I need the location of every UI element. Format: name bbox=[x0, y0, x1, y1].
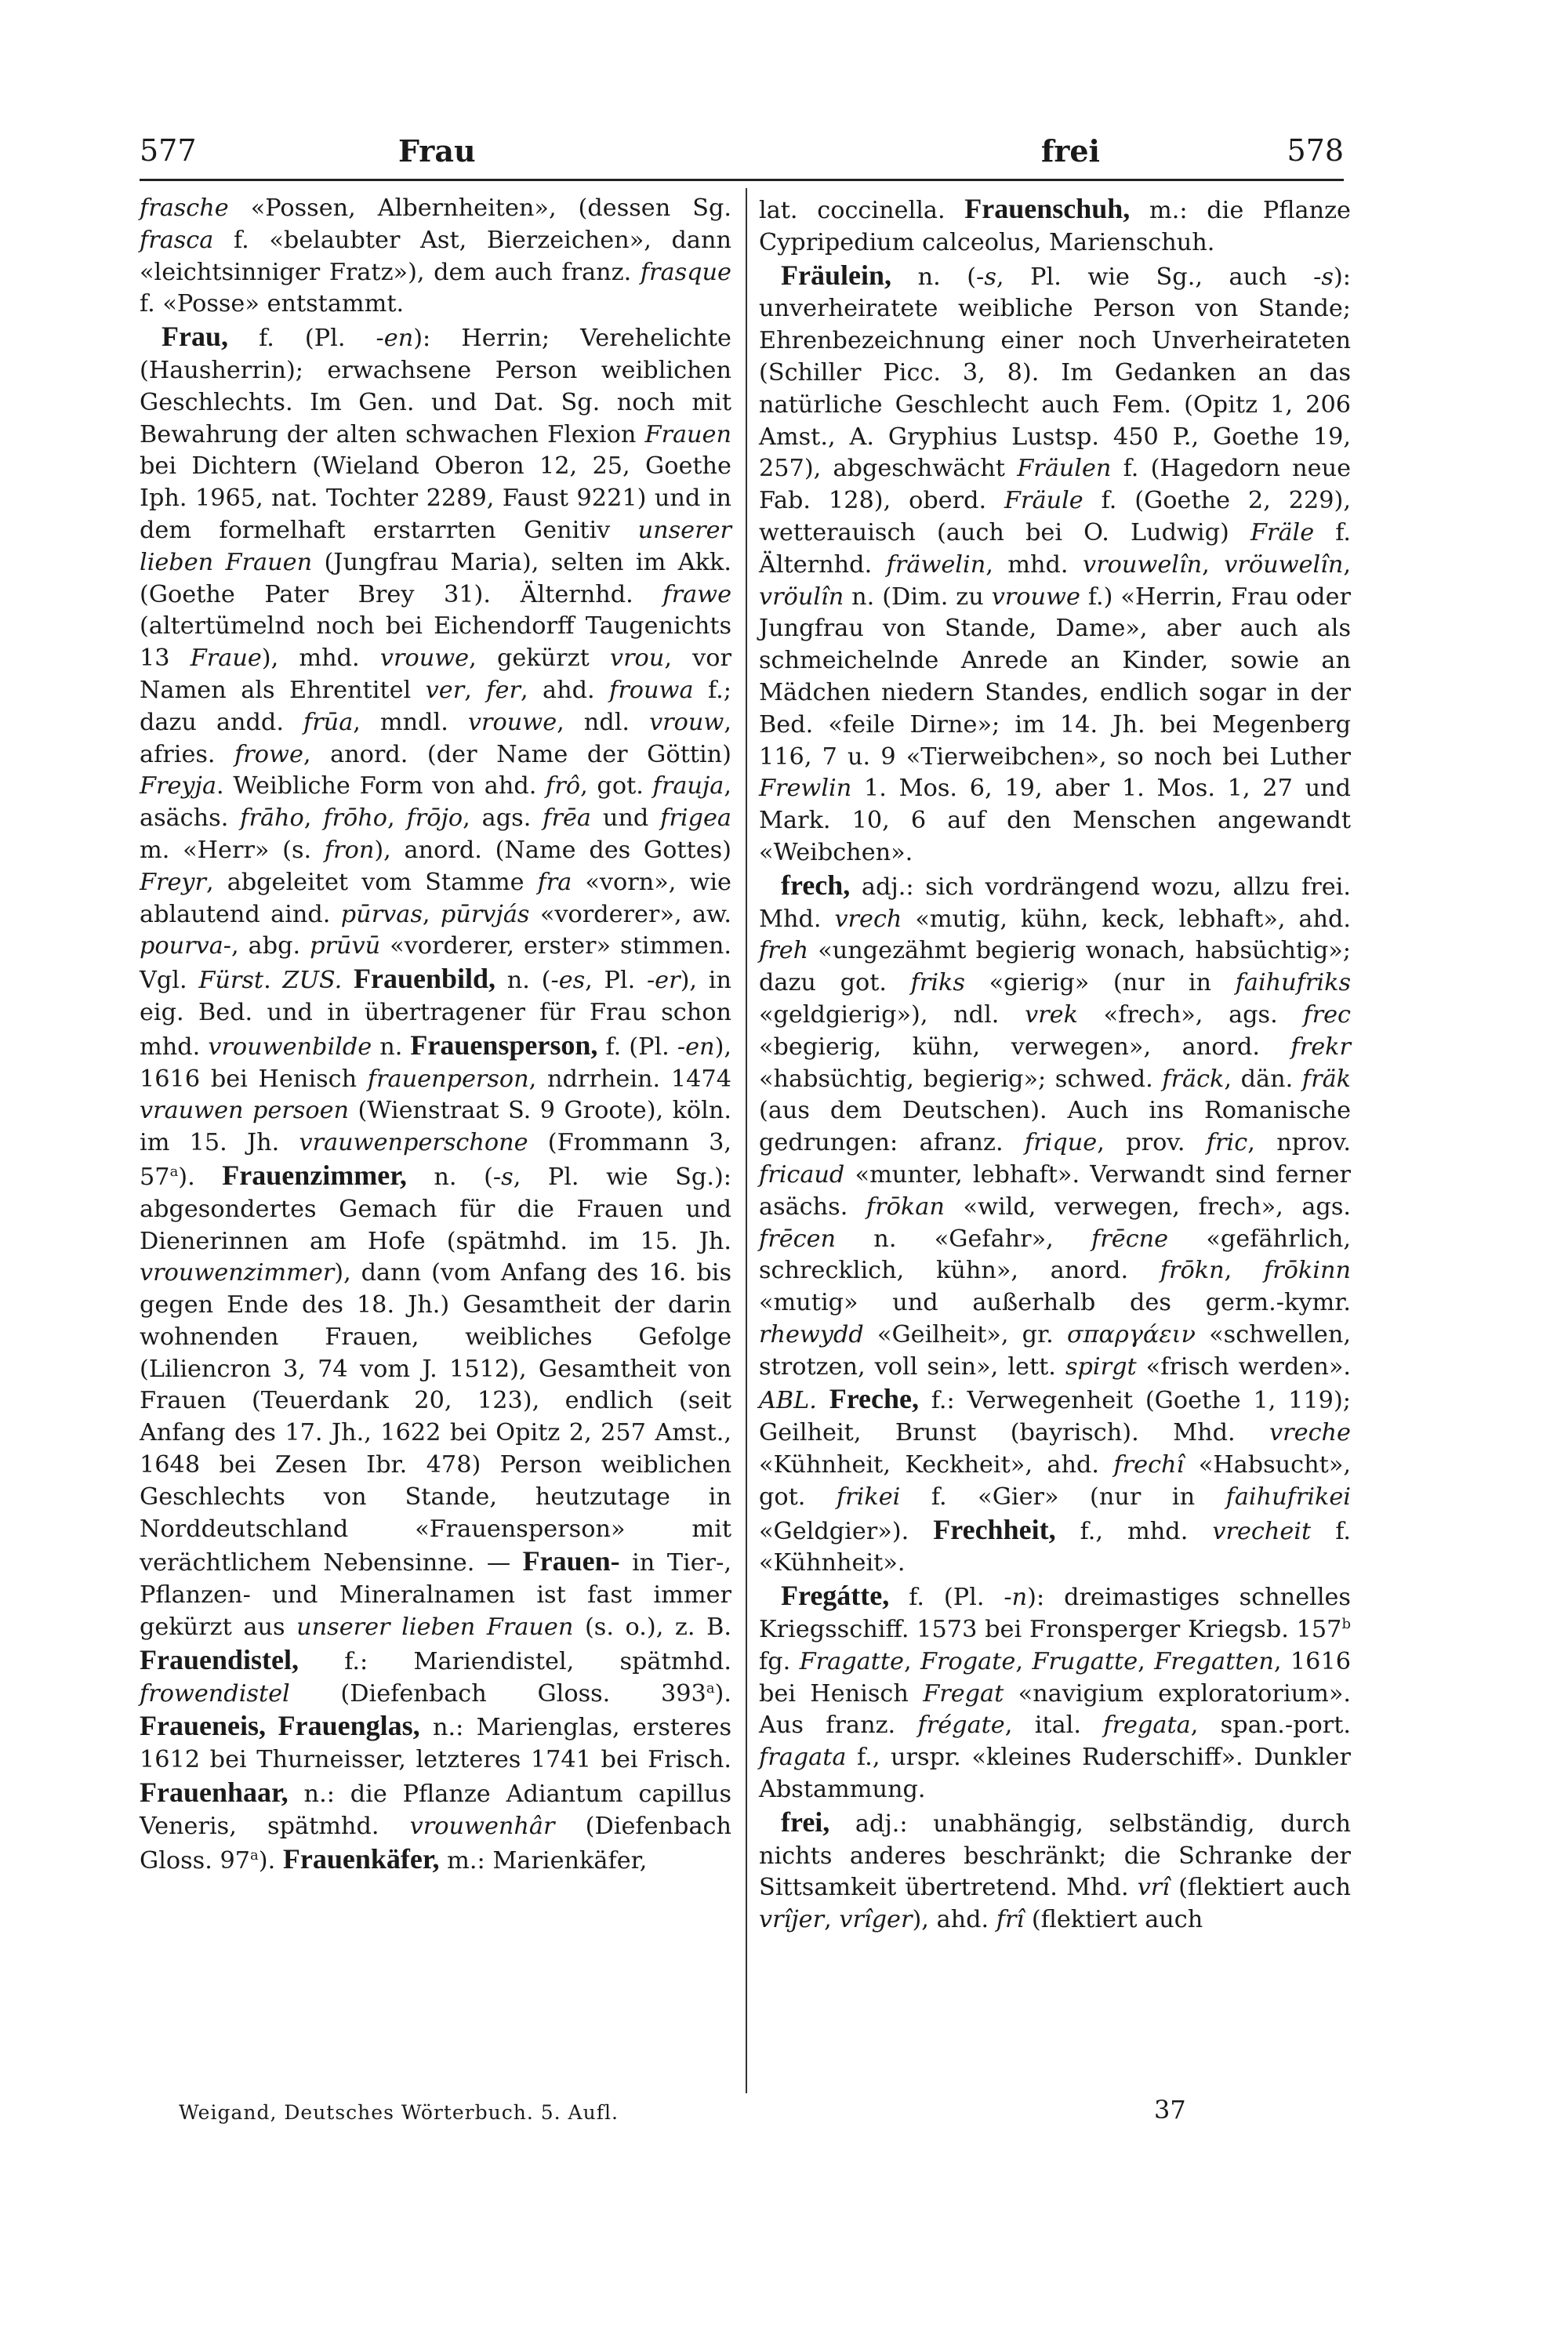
left-column-paragraph: frasche «Possen, Albernheiten», (dessen Sg. frasca f. «belaubter Ast, Bierzeichen», dann «leichtsinniger Fratz»), dem auch franz. frasque f. «Posse» entstammt. bbox=[140, 194, 731, 318]
left-column bbox=[140, 193, 731, 1877]
right-column-paragraph: frech, adj.: sich vordrängend wozu, allzu frei. Mhd. vrech «mutig, kühn, keck, lebhaft», ahd. freh «ungezähmt begierig wonach, habsüchtig»; dazu got. friks «gierig» (nur in faihufriks «geldgierig»), ndl. vrek «frech», ags. frec «begierig, kühn, verwegen», anord. frekr «habsüchtig, begierig»; schwed. fräck, dän. fräk (aus dem Deutschen). Auch ins Romanische gedrungen: afranz. frique, prov. fric, nprov. fricaud «munter, lebhaft». Verwandt sind ferner asächs. frōkan «wild, verwegen, frech», ags. frēcen n. «Gefahr», frēcne «gefährlich, schrecklich, kühn», anord. frōkn, frōkinn «mutig» und außerhalb des germ.-kymr. rhewydd «Geilheit», gr. σπαργάειν «schwellen, strotzen, voll sein», lett. spirgt «frisch werden». ABL. Freche, f.: Verwegenheit (Goethe 1, 119); Geilheit, Brunst (bayrisch). Mhd. vreche «Kühnheit, Keckheit», ahd. frechî «Habsucht», got. frikei f. «Gier» (nur in faihufrikei «Geldgier»). Frechheit, f., mhd. vrecheit f. «Kühnheit». bbox=[759, 869, 1351, 1577]
imprint-footer: Weigand, Deutsches Wörterbuch. 5. Aufl. bbox=[179, 2101, 619, 2124]
running-header bbox=[140, 133, 1344, 180]
running-headword-right: frei bbox=[1041, 133, 1100, 169]
right-column-paragraph: lat. coccinella. Frauenschuh, m.: die Pflanze Cypripedium calceolus, Marienschuh. bbox=[759, 193, 1351, 256]
column-divider bbox=[746, 188, 747, 2093]
page-number-right: 578 bbox=[1287, 133, 1344, 168]
page-number-left: 577 bbox=[140, 133, 197, 168]
header-rule bbox=[140, 179, 1344, 181]
signature-mark: 37 bbox=[1154, 2095, 1186, 2125]
left-column-paragraph: Frau, f. (Pl. -en): Herrin; Verehelichte (Hausherrin); erwachsene Person weiblichen Geschlechts. Im Gen. und Dat. Sg. noch mit Bewahrung der alten schwachen Flexion Frauen bei Dichtern (Wieland Oberon 12, 25, Goethe Iph. 1965, nat. Tochter 2289, Faust 9221) und in dem formelhaft erstarrten Genitiv unserer lieben Frauen (Jungfrau Maria), selten im Akk. (Goethe Pater Brey 31). Älternhd. frawe (altertümelnd noch bei Eichendorff Taugenichts 13 Fraue), mhd. vrouwe, gekürzt vrou, vor Namen als Ehrentitel ver, fer, ahd. frouwa f.; dazu andd. frūa, mndl. vrouwe, ndl. vrouw, afries. frowe, anord. (der Name der Göttin) Freyja. Weibliche Form von ahd. frô, got. frauja, asächs. frāho, frōho, frōjo, ags. frēa und frigea m. «Herr» (s. fron), anord. (Name des Gottes) Freyr, abgeleitet vom Stamme fra «vorn», wie ablautend aind. pūrvas, pūrvjás «vorderer», aw. pourva-, abg. prūvū «vorderer, erster» stimmen. Vgl. Fürst. ZUS. Frauenbild, n. (-es, Pl. -er), in eig. Bed. und in übertragener für Frau schon mhd. vrouwenbilde n. Frauensperson, f. (Pl. -en), 1616 bei Henisch frauenperson, ndrrhein. 1474 vrauwen persoen (Wienstraat S. 9 Groote), köln. im 15. Jh. vrauwenperschone (Frommann 3, 57$^a$). Frauenzimmer, n. (-s, Pl. wie Sg.): abgesondertes Gemach für die Frauen und Dienerinnen am Hofe (spätmhd. im 15. Jh. vrouwenzimmer), dann (vom Anfang des 16. bis gegen Ende des 18. Jh.) Gesamtheit der darin wohnenden Frauen, weibliches Gefolge (Liliencron 3, 74 vom J. 1512), Gesamtheit von Frauen (Teuerdank 20, 123), endlich (seit Anfang des 17. Jh., 1622 bei Opitz 2, 257 Amst., 1648 bei Zesen Ibr. 478) Person weiblichen Geschlechts von Stande, heutzutage in Norddeutschland «Frauensperson» mit verächtlichem Nebensinne. — Frauen- in Tier-, Pflanzen- und Mineralnamen ist fast immer gekürzt aus unserer lieben Frauen (s. o.), z. B. Frauendistel, f.: Mariendistel, spätmhd. frowendistel (Diefenbach Gloss. 393$^a$). Fraueneis, Frauenglas, n.: Marienglas, ersteres 1612 bei Thurneisser, letzteres 1741 bei Frisch. Frauenhaar, n.: die Pflanze Adiantum capillus Veneris, spätmhd. vrouwenhâr (Diefenbach Gloss. 97$^a$). Frauenkäfer, m.: Marienkäfer, bbox=[140, 321, 732, 1875]
right-column-paragraph: Fräulein, n. (-s, Pl. wie Sg., auch -s): unverheiratete weibliche Person von Stande; Ehrenbezeichnung einer noch Unverheirateten (Schiller Picc. 3, 8). Im Gedanken an das natürliche Geschlecht auch Fem. (Opitz 1, 206 Amst., A. Gryphius Lustsp. 450 P., Goethe 19, 257), abgeschwächt Fräulen f. (Hagedorn neue Fab. 128), oberd. Fräule f. (Goethe 2, 229), wetterauisch (auch bei O. Ludwig) Fräle f. Älternhd. fräwelin, mhd. vrouwelîn, vröuwelîn, vröulîn n. (Dim. zu vrouwe f.) «Herrin, Frau oder Jungfrau von Stande, Dame», aber auch als schmeichelnde Anrede an Kinder, sowie an Mädchen niedern Standes, endlich sogar in der Bed. «feile Dirne»; im 14. Jh. bei Megenberg 116, 7 u. 9 «Tierweibchen», so noch bei Luther Frewlin 1. Mos. 6, 19, aber 1. Mos. 1, 27 und Mark. 10, 6 auf den Menschen angewandt «Weibchen». bbox=[759, 259, 1352, 866]
right-column-paragraph: frei, adj.: unabhängig, selbständig, durch nichts anderes beschränkt; die Schranke der Sittsamkeit übertretend. Mhd. vrî (flektiert auch vrîjer, vrîger), ahd. frî (flektiert auch bbox=[759, 1806, 1351, 1934]
right-column-paragraph: Fregátte, f. (Pl. -n): dreimastiges schnelles Kriegsschiff. 1573 bei Fronsperger Kriegsb. 157$^b$ fg. Fragatte, Frogate, Frugatte, Fregatten, 1616 bei Henisch Fregat «navigium exploratorium». Aus franz. frégate, ital. fregata, span.-port. fragata f., urspr. «kleines Ruderschiff». Dunkler Abstammung. bbox=[759, 1580, 1352, 1804]
right-column bbox=[759, 193, 1351, 1936]
running-headword-left: Frau bbox=[398, 133, 476, 169]
